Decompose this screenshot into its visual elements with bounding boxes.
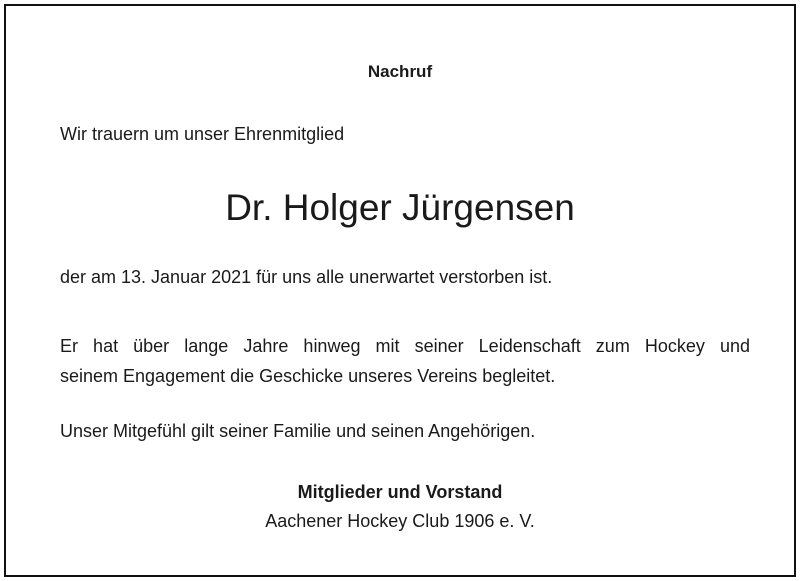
tribute-line-1: Er hat über lange Jahre hinweg mit seiner Leidenschaft zum Hockey und xyxy=(60,336,750,356)
signature-group: Mitglieder und Vorstand xyxy=(297,482,503,502)
notice-heading: Nachruf xyxy=(367,62,433,81)
death-date-text: der am 13. Januar 2021 für uns alle unerwartet verstorben ist. xyxy=(60,267,553,287)
obituary-notice xyxy=(4,4,796,577)
signature-club: Aachener Hockey Club 1906 e. V. xyxy=(265,511,535,531)
intro-text: Wir trauern um unser Ehrenmitglied xyxy=(60,124,345,144)
deceased-name: Dr. Holger Jürgensen xyxy=(225,187,575,228)
sympathy-text: Unser Mitgefühl gilt seiner Familie und seinen Angehörigen. xyxy=(60,421,536,441)
tribute-line-2: seinem Engagement die Geschicke unseres Vereins begleitet. xyxy=(60,366,556,386)
tribute-paragraph xyxy=(60,331,750,391)
